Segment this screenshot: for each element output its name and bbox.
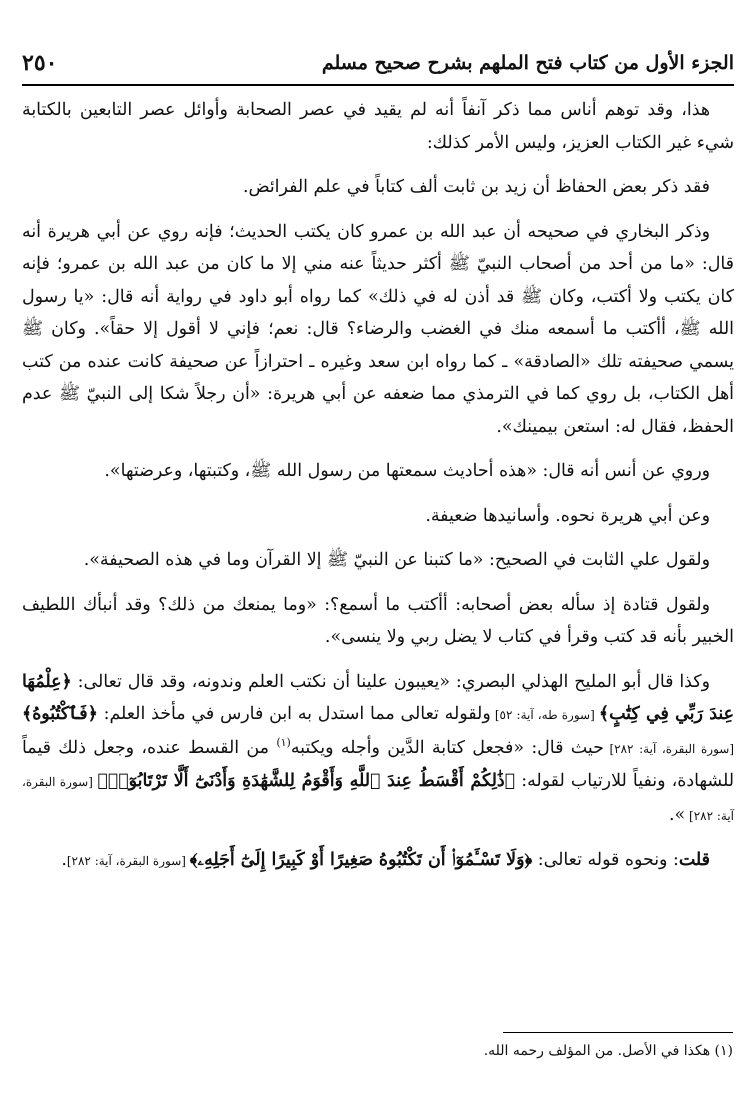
footnote: (١) هكذا في الأصل. من المؤلف رحمه الله. <box>483 1043 733 1059</box>
quran-verse: ﴿وَلَا تَسْـَٔمُوٓا۟ أَن تَكْتُبُوهُ صَغِيرًا أَوْ كَبِيرًا إِلَىٰٓ أَجَلِهِۦ﴾ <box>189 850 533 870</box>
running-title: الجزء الأول من كتاب فتح الملهم بشرح صحيح مسلم <box>321 52 734 74</box>
text-segment: ولقول علي الثابت في الصحيح: «ما كتبنا عن النبيّ ﷺ إلا القرآن وما في هذه الصحيفة». <box>83 550 710 570</box>
paragraph <box>22 216 734 444</box>
quran-verse: ﴿فَٱكْتُبُوهُ﴾ <box>22 704 98 724</box>
main-text <box>22 94 734 878</box>
paragraph <box>22 94 734 159</box>
footnote-rule <box>503 1032 733 1033</box>
text-segment: وروي عن أنس أنه قال: «هذه أحاديث سمعتها من رسول الله ﷺ، وكتبتها، وعرضتها». <box>104 461 710 481</box>
verse-reference: [سورة البقرة، آية: ٢٨٢] <box>66 854 190 868</box>
text-segment: هذا، وقد توهم أناس مما ذكر آنفاً أنه لم يقيد في عصر الصحابة وأوائل عصر التابعين بالكتابة شيء غير الكتاب العزيز، وليس الأمر كذلك: <box>22 100 734 153</box>
verse-reference: [سورة البقرة، آية: ٢٨٢] <box>603 741 734 756</box>
paragraph <box>22 589 734 654</box>
text-segment: ولقوله تعالى مما استدل به ابن فارس في مأخذ العلم: <box>97 704 491 724</box>
text-segment: حيث قال: «فجعل كتابة الدَّين وأجله ويكتبه <box>290 737 604 758</box>
page-number: ٢٥٠ <box>22 50 58 76</box>
quran-verse: ﴿عِلْمُهَا عِندَ رَبِّي فِي كِتَٰبٍ﴾ <box>22 671 734 724</box>
verse-reference: [سورة طه، آية: ٥٢] <box>490 708 599 722</box>
text-segment: ». <box>669 804 686 825</box>
text-segment: من القسط عنده، وجعل ذلك قيماً للشهادة، ونفياً للارتياب لقوله: <box>22 737 734 791</box>
paragraph <box>22 171 734 204</box>
paragraph <box>22 666 734 833</box>
text-segment: . <box>61 850 67 870</box>
text-segment: وعن أبي هريرة نحوه. وأسانيدها ضعيفة. <box>425 505 710 526</box>
text-segment: وذكر البخاري في صحيحه أن عبد الله بن عمرو كان يكتب الحديث؛ فإنه روي عن أبي هريرة أنه قال: «ما من أحد من أصحاب النبيّ ﷺ أكثر حديثاً عنه مني إلا ما كان من عبد الله بن عمرو؛ فإنه كان يكتب ولا أكتب، وكان ﷺ قد أذن له في ذلك» كما رواه أبو داود في رواية أنه قال: «يا رسول الله ﷺ، أأكتب ما أسمعه منك في الغضب والرضاء؟ قال: نعم؛ فإني لا أقول إلا حقاً». وكان ﷺ يسمي صحيفته تلك «الصادقة» ـ كما رواه ابن سعد وغيره ـ احترازاً عن صحيفة كانت عنده من كتب أهل الكتاب، بل روي كما في الترمذي مما ضعفه عن أبي هريرة: «أن رجلاً شكا إلى النبيّ ﷺ عدم الحفظ، فقال له: استعن بيمينك». <box>22 221 734 437</box>
paragraph <box>22 544 734 577</box>
text-segment: فقد ذكر بعض الحفاظ أن زيد بن ثابت ألف كتاباً في علم الفرائض. <box>242 177 710 197</box>
page-header <box>22 44 734 84</box>
footnote-marker: (١) <box>276 735 291 749</box>
text-segment: وكذا قال أبو المليح الهذلي البصري: «يعيبون علينا أن نكتب العلم وندونه، وقد قال تعالى: <box>71 671 710 692</box>
paragraph <box>22 844 734 878</box>
paragraph <box>22 500 734 533</box>
text-segment: ولقول قتادة إذ سأله بعض أصحابه: أأكتب ما أسمع؟: «وما يمنعك من ذلك؟ وقد أنبأك اللطيف الخبير بأنه قد كتب وقرأ في كتاب لا يضل ربي ولا ينسى». <box>22 594 734 647</box>
quran-verse: ﴿ذَٰلِكُمْ أَقْسَطُ عِندَ ٱللَّهِ وَأَقْوَمُ لِلشَّهَٰدَةِ وَأَدْنَىٰٓ أَلَّا تَرْتَابُوٓا۟﴾ <box>97 771 516 791</box>
verse-reference: [سورة البقرة، آية: ٢٨٢] <box>22 775 734 823</box>
header-rule <box>22 84 734 86</box>
bold-label: قلت <box>678 850 710 870</box>
text-segment: : ونحوه قوله تعالى: <box>532 850 679 870</box>
paragraph <box>22 455 734 488</box>
